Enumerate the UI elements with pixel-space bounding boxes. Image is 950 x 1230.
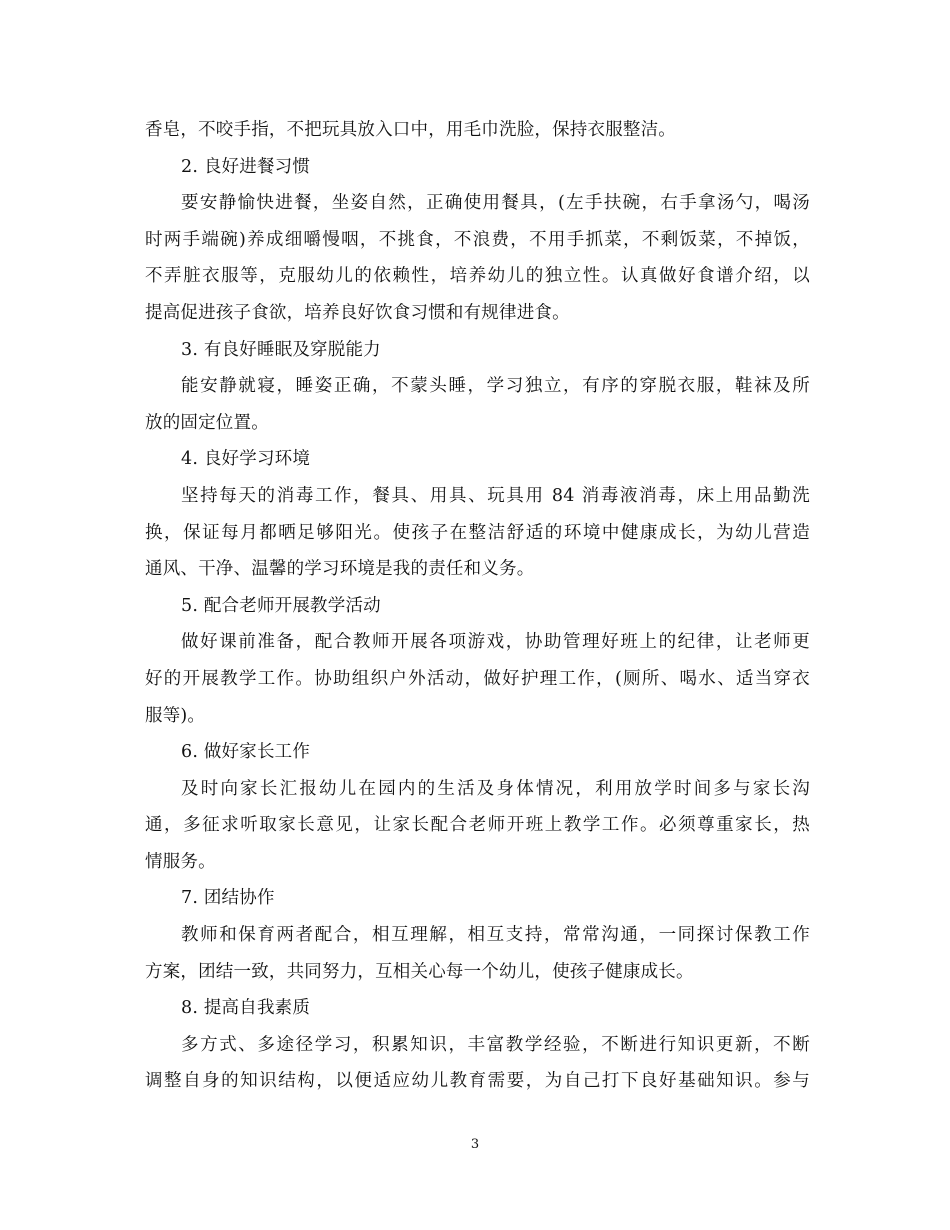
section-heading: 7. 团结协作	[181, 888, 275, 909]
section-heading: 8. 提高自我素质	[181, 998, 311, 1019]
paragraph-line: 通，多征求听取家长意见，让家长配合老师开班上教学工作。必须尊重家长，热	[145, 815, 810, 836]
paragraph-line: 服等)。	[145, 705, 206, 726]
paragraph-line: 换，保证每月都晒足够阳光。使孩子在整洁舒适的环境中健康成长，为幼儿营造	[145, 522, 810, 543]
document-body	[145, 112, 810, 1100]
paragraph-line: 方案，团结一致，共同努力，互相关心每一个幼儿，使孩子健康成长。	[145, 961, 694, 982]
paragraph-line: 教师和保育两者配合，相互理解，相互支持，常常沟通，一同探讨保教工作	[181, 925, 810, 946]
paragraph-line: 情服务。	[145, 851, 216, 872]
page-number: 3	[470, 1137, 480, 1152]
section-heading: 4. 良好学习环境	[181, 449, 311, 470]
paragraph-line: 时两手端碗)养成细嚼慢咽，不挑食，不浪费，不用手抓菜，不剩饭菜，不掉饭，	[145, 229, 810, 250]
paragraph-line: 调整自身的知识结构，以便适应幼儿教育需要，为自己打下良好基础知识。参与	[145, 1071, 810, 1092]
section-heading: 3. 有良好睡眠及穿脱能力	[181, 339, 381, 360]
paragraph-line: 多方式、多途径学习，积累知识，丰富教学经验，不断进行知识更新，不断	[181, 1034, 810, 1055]
paragraph-line: 坚持每天的消毒工作，餐具、用具、玩具用 84 消毒液消毒，床上用品勤洗	[181, 485, 810, 506]
paragraph-line: 及时向家长汇报幼儿在园内的生活及身体情况，利用放学时间多与家长沟	[181, 778, 810, 799]
paragraph-line: 能安静就寝，睡姿正确，不蒙头睡，学习独立，有序的穿脱衣服，鞋袜及所	[181, 376, 810, 397]
paragraph-line: 做好课前准备，配合教师开展各项游戏，协助管理好班上的纪律，让老师更	[181, 632, 810, 653]
paragraph-line: 好的开展教学工作。协助组织户外活动，做好护理工作，(厕所、喝水、适当穿衣	[145, 668, 810, 689]
section-heading: 6. 做好家长工作	[181, 742, 311, 763]
section-heading: 5. 配合老师开展教学活动	[181, 595, 381, 616]
paragraph-line: 香皂，不咬手指，不把玩具放入口中，用毛巾洗脸，保持衣服整洁。	[145, 120, 676, 140]
paragraph-line: 提高促进孩子食欲，培养良好饮食习惯和有规律进食。	[145, 302, 570, 323]
paragraph-line: 不弄脏衣服等，克服幼儿的依赖性，培养幼儿的独立性。认真做好食谱介绍，以	[145, 266, 810, 287]
paragraph-line: 通风、干净、温馨的学习环境是我的责任和义务。	[145, 559, 535, 580]
section-heading: 2. 良好进餐习惯	[181, 156, 311, 177]
paragraph-line: 要安静愉快进餐，坐姿自然，正确使用餐具，(左手扶碗，右手拿汤勺，喝汤	[181, 193, 810, 214]
paragraph-line: 放的固定位置。	[145, 412, 269, 433]
